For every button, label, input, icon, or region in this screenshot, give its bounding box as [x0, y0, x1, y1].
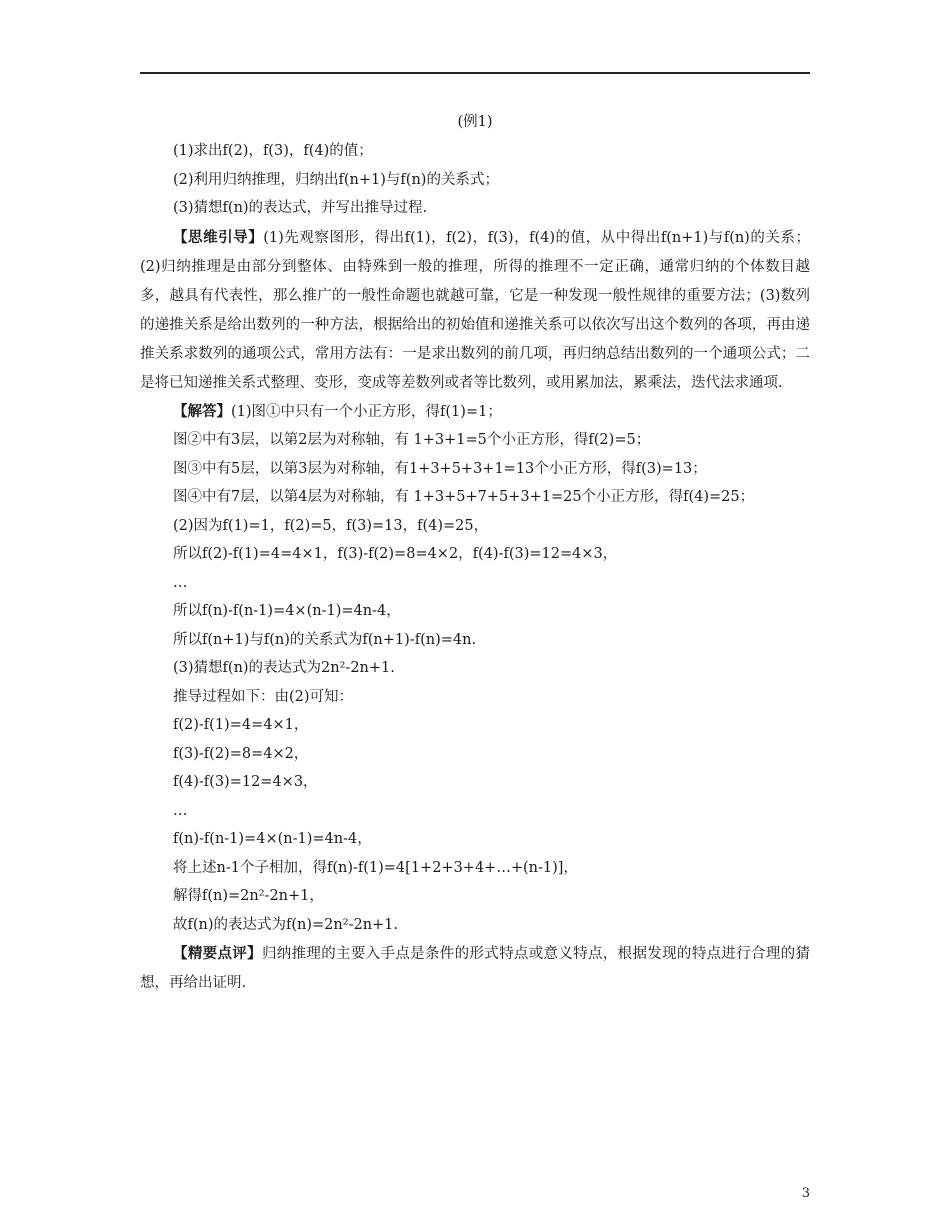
answer-line: 故f(n)的表达式为f(n)=2n²-2n+1.: [173, 916, 399, 933]
question-3: (3)猜想f(n)的表达式，并写出推导过程.: [173, 200, 428, 216]
document-body: [140, 108, 810, 998]
answer-line: …: [173, 574, 188, 591]
header-rule: [140, 72, 810, 74]
guide-label: 【思维引导】: [173, 228, 264, 246]
guide-text: (1)先观察图形，得出f(1)，f(2)，f(3)，f(4)的值，从中得出f(n+1)与f(n)的关系；(2)归纳推理是由部分到整体、由特殊到一般的推理，所得的推理不一定正确，通常归纳的个体数目越多，越具有代表性，那么推广的一般性命题也就越可靠，它是一种发现一般性规律的重要方法；(3)数列的递推关系是给出数列的一种方法，根据给出的初始值和递推关系可以依次写出这个数列的各项，再由递推关系求数列的通项公式，常用方法有：一是求出数列的前几项，再归纳总结出数列的一个通项公式；二是将已知递推关系式整理、变形，变成等差数列或者等比数列，或用累加法，累乘法，迭代法求通项.: [140, 229, 811, 391]
question-1: (1)求出f(2)，f(3)，f(4)的值；: [173, 143, 373, 159]
answer-line: 推导过程如下：由(2)可知：: [173, 688, 354, 705]
answer-line: 所以f(n+1)与f(n)的关系式为f(n+1)-f(n)=4n.: [173, 631, 477, 648]
answer-first-line: [140, 398, 810, 427]
answer-line: f(n)-f(n-1)=4×(n-1)=4n-4，: [173, 831, 372, 847]
page-number: 3: [801, 1186, 810, 1201]
answer-first-text: (1)图①中只有一个小正方形，得f(1)=1；: [231, 403, 502, 420]
answer-line: 将上述n-1个子相加，得f(n)-f(1)=4[1+2+3+4+…+(n-1)]，: [173, 859, 578, 876]
answer-line: (2)因为f(1)=1，f(2)=5，f(3)=13，f(4)=25，: [173, 517, 489, 534]
answer-line: 所以f(n)-f(n-1)=4×(n-1)=4n-4，: [173, 603, 401, 619]
example-caption: (例1): [457, 114, 493, 130]
answer-line: 图②中有3层，以第2层为对称轴，有 1+3+1=5个小正方形，得f(2)=5；: [173, 432, 651, 448]
guide-paragraph: [140, 223, 810, 398]
comment-paragraph: [140, 939, 810, 998]
comment-text: 归纳推理的主要入手点是条件的形式特点或意义特点，根据发现的特点进行合理的猜想，再给出证明.: [140, 946, 811, 991]
answer-line: …: [173, 802, 188, 819]
answer-line: 所以f(2)-f(1)=4=4×1，f(3)-f(2)=8=4×2，f(4)-f(3)=12=4×3，: [173, 546, 618, 562]
answer-line: f(2)-f(1)=4=4×1，: [173, 717, 309, 733]
answer-line: 图③中有5层，以第3层为对称轴，有1+3+5+3+1=13个小正方形，得f(3)=13；: [173, 460, 707, 477]
answer-label: 【解答】: [173, 402, 231, 420]
question-2: (2)利用归纳推理，归纳出f(n+1)与f(n)的关系式；: [173, 171, 499, 188]
comment-label: 【精要点评】: [173, 945, 262, 962]
answer-line: f(4)-f(3)=12=4×3，: [173, 774, 318, 790]
answer-line: 图④中有7层，以第4层为对称轴，有 1+3+5+7+5+3+1=25个小正方形，得f(4)=25；: [173, 489, 755, 505]
answer-line: f(3)-f(2)=8=4×2，: [173, 745, 309, 762]
answer-line: (3)猜想f(n)的表达式为2n²-2n+1.: [173, 660, 395, 676]
answer-line: 解得f(n)=2n²-2n+1，: [173, 888, 324, 904]
